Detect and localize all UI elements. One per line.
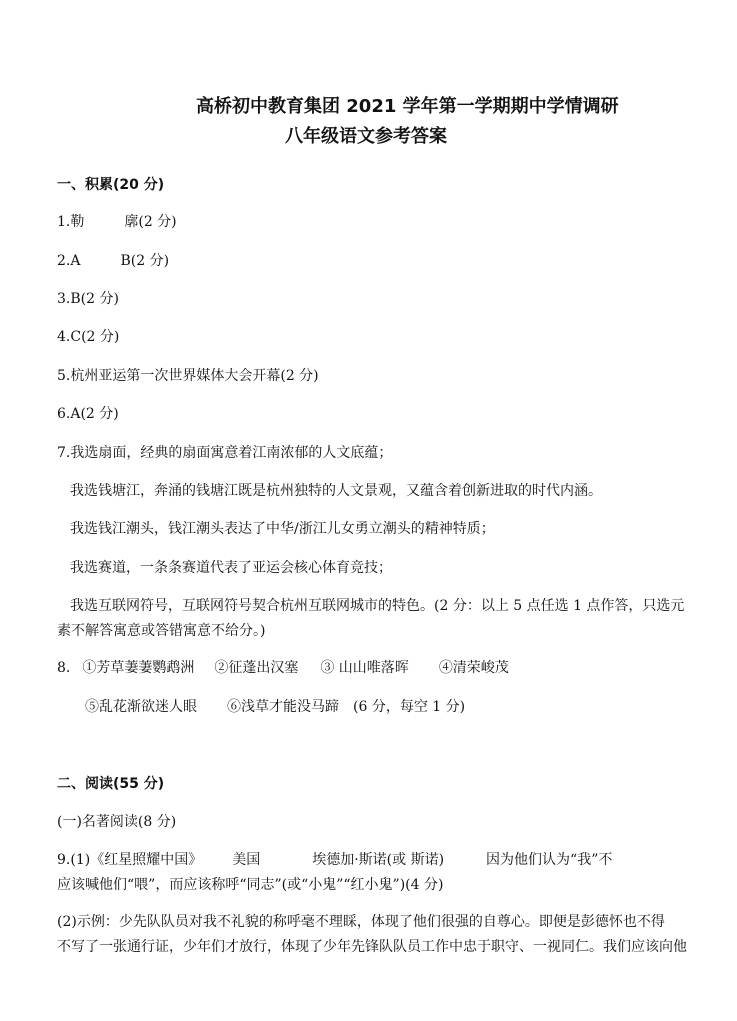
answer-7-line-2: 我选钱塘江，奔涌的钱塘江既是杭州独特的人文景观，又蕴含着创新进取的时代内涵。 [70,483,602,499]
answer-9-book: 9.(1)《红星照耀中国》 [57,852,203,868]
answer-9-country: 美国 [232,852,261,868]
subsection-classic-reading: (一)名著阅读(8 分) [57,814,177,830]
answer-7-line-3: 我选钱江潮头，钱江潮头表达了中华/浙江儿女勇立潮头的精神特质； [70,521,495,537]
answer-2-part-a: 2.A [57,253,81,269]
answer-8-score: (6 分，每空 1 分) [353,699,466,715]
answer-8-blank-3: ③ 山山唯落晖 [320,660,409,676]
answer-8-blank-1: ①芳草萋萋鹦鹉洲 [82,660,195,676]
answer-7-line-6: 素不解答寓意或答错寓意不给分。) [57,623,266,639]
answer-9-line-4: 不写了一张通行证，少年们才放行，体现了少年先锋队队员工作中忠于职守、一视同仁。我们应该向他 [57,939,687,955]
answer-2-part-b: B(2 分) [120,253,170,269]
answer-2 [57,251,169,271]
document-title: 高桥初中教育集团 2021 学年第一学期期中学情调研 [196,96,619,117]
answer-5: 5.杭州亚运第一次世界媒体大会开幕(2 分) [57,368,319,384]
answer-1-part-a: 1.勒 [57,214,85,230]
answer-7-line-4: 我选赛道，一条条赛道代表了亚运会核心体育竞技； [70,560,392,576]
answer-7-line-5: 我选互联网符号，互联网符号契合杭州互联网城市的特色。(2 分：以上 5 点任选 1 点作答，只选元 [70,598,685,614]
answer-8-blank-6: ⑥浅草才能没马蹄 [227,699,339,715]
answer-7-line-1: 7.我选扇面，经典的扇面寓意着江南浓郁的人文底蕴； [57,445,393,461]
answer-8-blank-4: ④清荣峻茂 [438,660,509,676]
section-heading-reading: 二、阅读(55 分) [57,776,165,792]
answer-8-blank-2: ②征蓬出汉塞 [214,660,299,676]
answer-9-line-2: 应该喊他们“喂”，而应该称呼“同志”(或“小鬼”“红小鬼”)(4 分) [57,877,444,893]
answer-8-blank-5: ⑤乱花渐欲迷人眼 [85,699,197,715]
answer-1-part-b: 廓(2 分) [124,214,177,230]
answer-1 [57,212,177,232]
section-heading-accumulation: 一、积累(20 分) [57,177,165,193]
answer-9-reason: 因为他们认为“我”不 [486,852,613,868]
answer-8-row-2 [85,697,465,717]
answer-6: 6.A(2 分) [57,406,119,422]
answer-9-line-3: (2)示例：少先队队员对我不礼貌的称呼毫不理睬，体现了他们很强的自尊心。即便是彭德怀也不得 [57,914,665,930]
answer-8-row-1 [57,658,509,678]
document-subtitle: 八年级语文参考答案 [285,126,447,147]
answer-3: 3.B(2 分) [57,291,119,307]
answer-9-line-1 [57,850,612,870]
answer-8-number: 8. [57,660,71,676]
answer-9-author: 埃德加·斯诺(或 斯诺) [312,852,445,868]
answer-4: 4.C(2 分) [57,329,120,345]
